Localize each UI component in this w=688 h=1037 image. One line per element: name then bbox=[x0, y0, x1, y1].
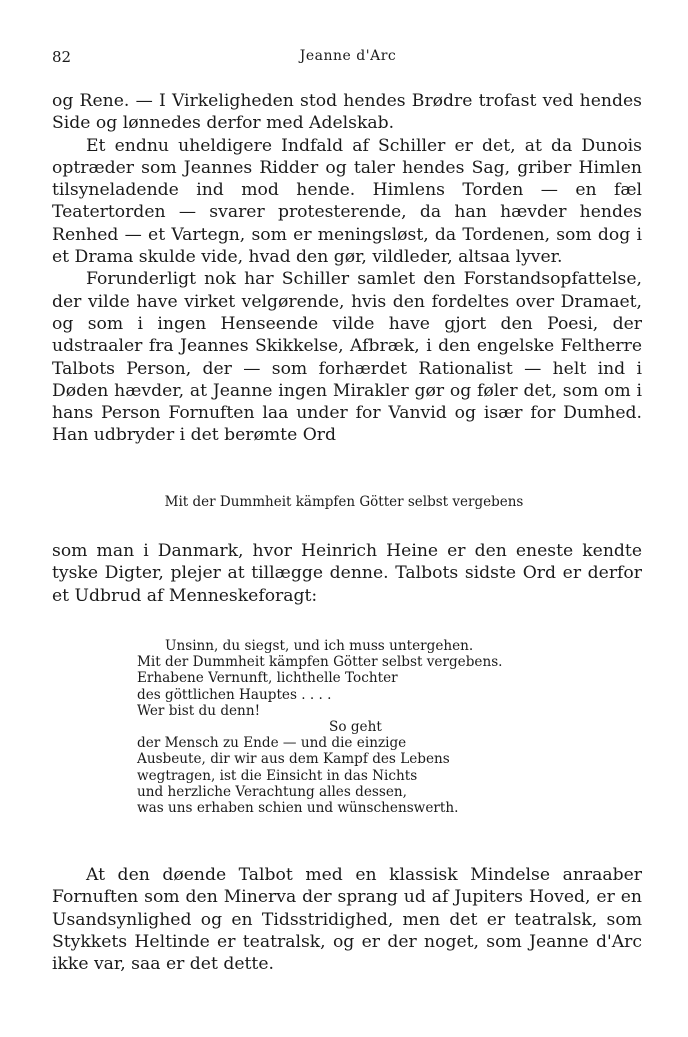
text-block-bottom bbox=[52, 864, 642, 975]
page-number: 82 bbox=[52, 48, 72, 66]
text-block-middle bbox=[52, 540, 642, 607]
verse-line: was uns erhaben schien und wünschenswerth. bbox=[137, 800, 459, 817]
verse-line: und herzliche Verachtung alles dessen, bbox=[137, 783, 407, 800]
verse-quotation bbox=[137, 638, 503, 816]
verse-line: des göttlichen Hauptes . . . . bbox=[137, 686, 332, 703]
verse-line: Wer bist du denn! bbox=[137, 702, 261, 719]
paragraph-heine: som man i Danmark, hvor Heinrich Heine er den eneste kendte tyske Digter, plejer at tillægge denne. Talbots sidste Ord er derfor et Udbrud af Menneskeforagt: bbox=[52, 541, 642, 606]
paragraph-continuation: og Rene. — I Virkeligheden stod hendes Brødre trofast ved hendes Side og lønnedes derfor med Adelskab. bbox=[52, 91, 642, 134]
verse-line: Mit der Dummheit kämpfen Götter selbst vergebens. bbox=[137, 654, 503, 671]
verse-line: der Mensch zu Ende — und die einzige bbox=[137, 735, 407, 752]
verse-line: Unsinn, du siegst, und ich muss untergehen. bbox=[165, 638, 474, 654]
quotation-line: Mit der Dummheit kämpfen Götter selbst vergebens bbox=[164, 494, 524, 510]
verse-line: Ausbeute, dir wir aus dem Kampf des Lebens bbox=[137, 751, 450, 768]
verse-line: wegtragen, ist die Einsicht in das Nichts bbox=[137, 767, 418, 784]
verse-line: So geht bbox=[329, 719, 382, 736]
paragraph-talbot: Forunderligt nok har Schiller samlet den Forstandsopfattelse, der vilde have virket velgørende, hvis den fordeltes over Dramaet, og som i ingen Henseende vilde have gjort den Poesi, der udstraaler fra Jeannes Skikkelse, Afbræk, i den engelske Feltherre Talbots Person, der — som forhærdet Rationalist — helt ind i Døden hævder, at Jeanne ingen Mirakler gør og føler det, som om i hans Person Fornuften laa under for Vanvid og især for Dumhed. Han udbryder i det berømte Ord bbox=[52, 269, 642, 446]
paragraph-minerva: At den døende Talbot med en klassisk Mindelse anraaber Fornuften som den Minerva der sprang ud af Jupiters Hoved, er en Usandsynlighed og en Tidsstridighed, men det er teatralsk, som Stykkets Heltinde er teatralsk, og er der noget, som Jeanne d'Arc ikke var, saa er det dette. bbox=[52, 865, 642, 975]
paragraph-dunois: Et endnu uheldigere Indfald af Schiller er det, at da Dunois optræder som Jeannes Ridder og taler hendes Sag, griber Himlen tilsyneladende ind mod hende. Himlens Torden — en fæl Teatertorden — svarer protesterende, da han hævder hendes Renhed — et Vartegn, som er meningsløst, da Tordenen, som dog i et Drama skulde vide, hvad den gør, vildleder, altsaa lyver. bbox=[52, 135, 642, 268]
text-block-top bbox=[52, 90, 642, 447]
page-header bbox=[52, 48, 644, 70]
verse-line: Erhabene Vernunft, lichthelle Tochter bbox=[137, 670, 398, 687]
running-title: Jeanne d'Arc bbox=[299, 48, 397, 64]
